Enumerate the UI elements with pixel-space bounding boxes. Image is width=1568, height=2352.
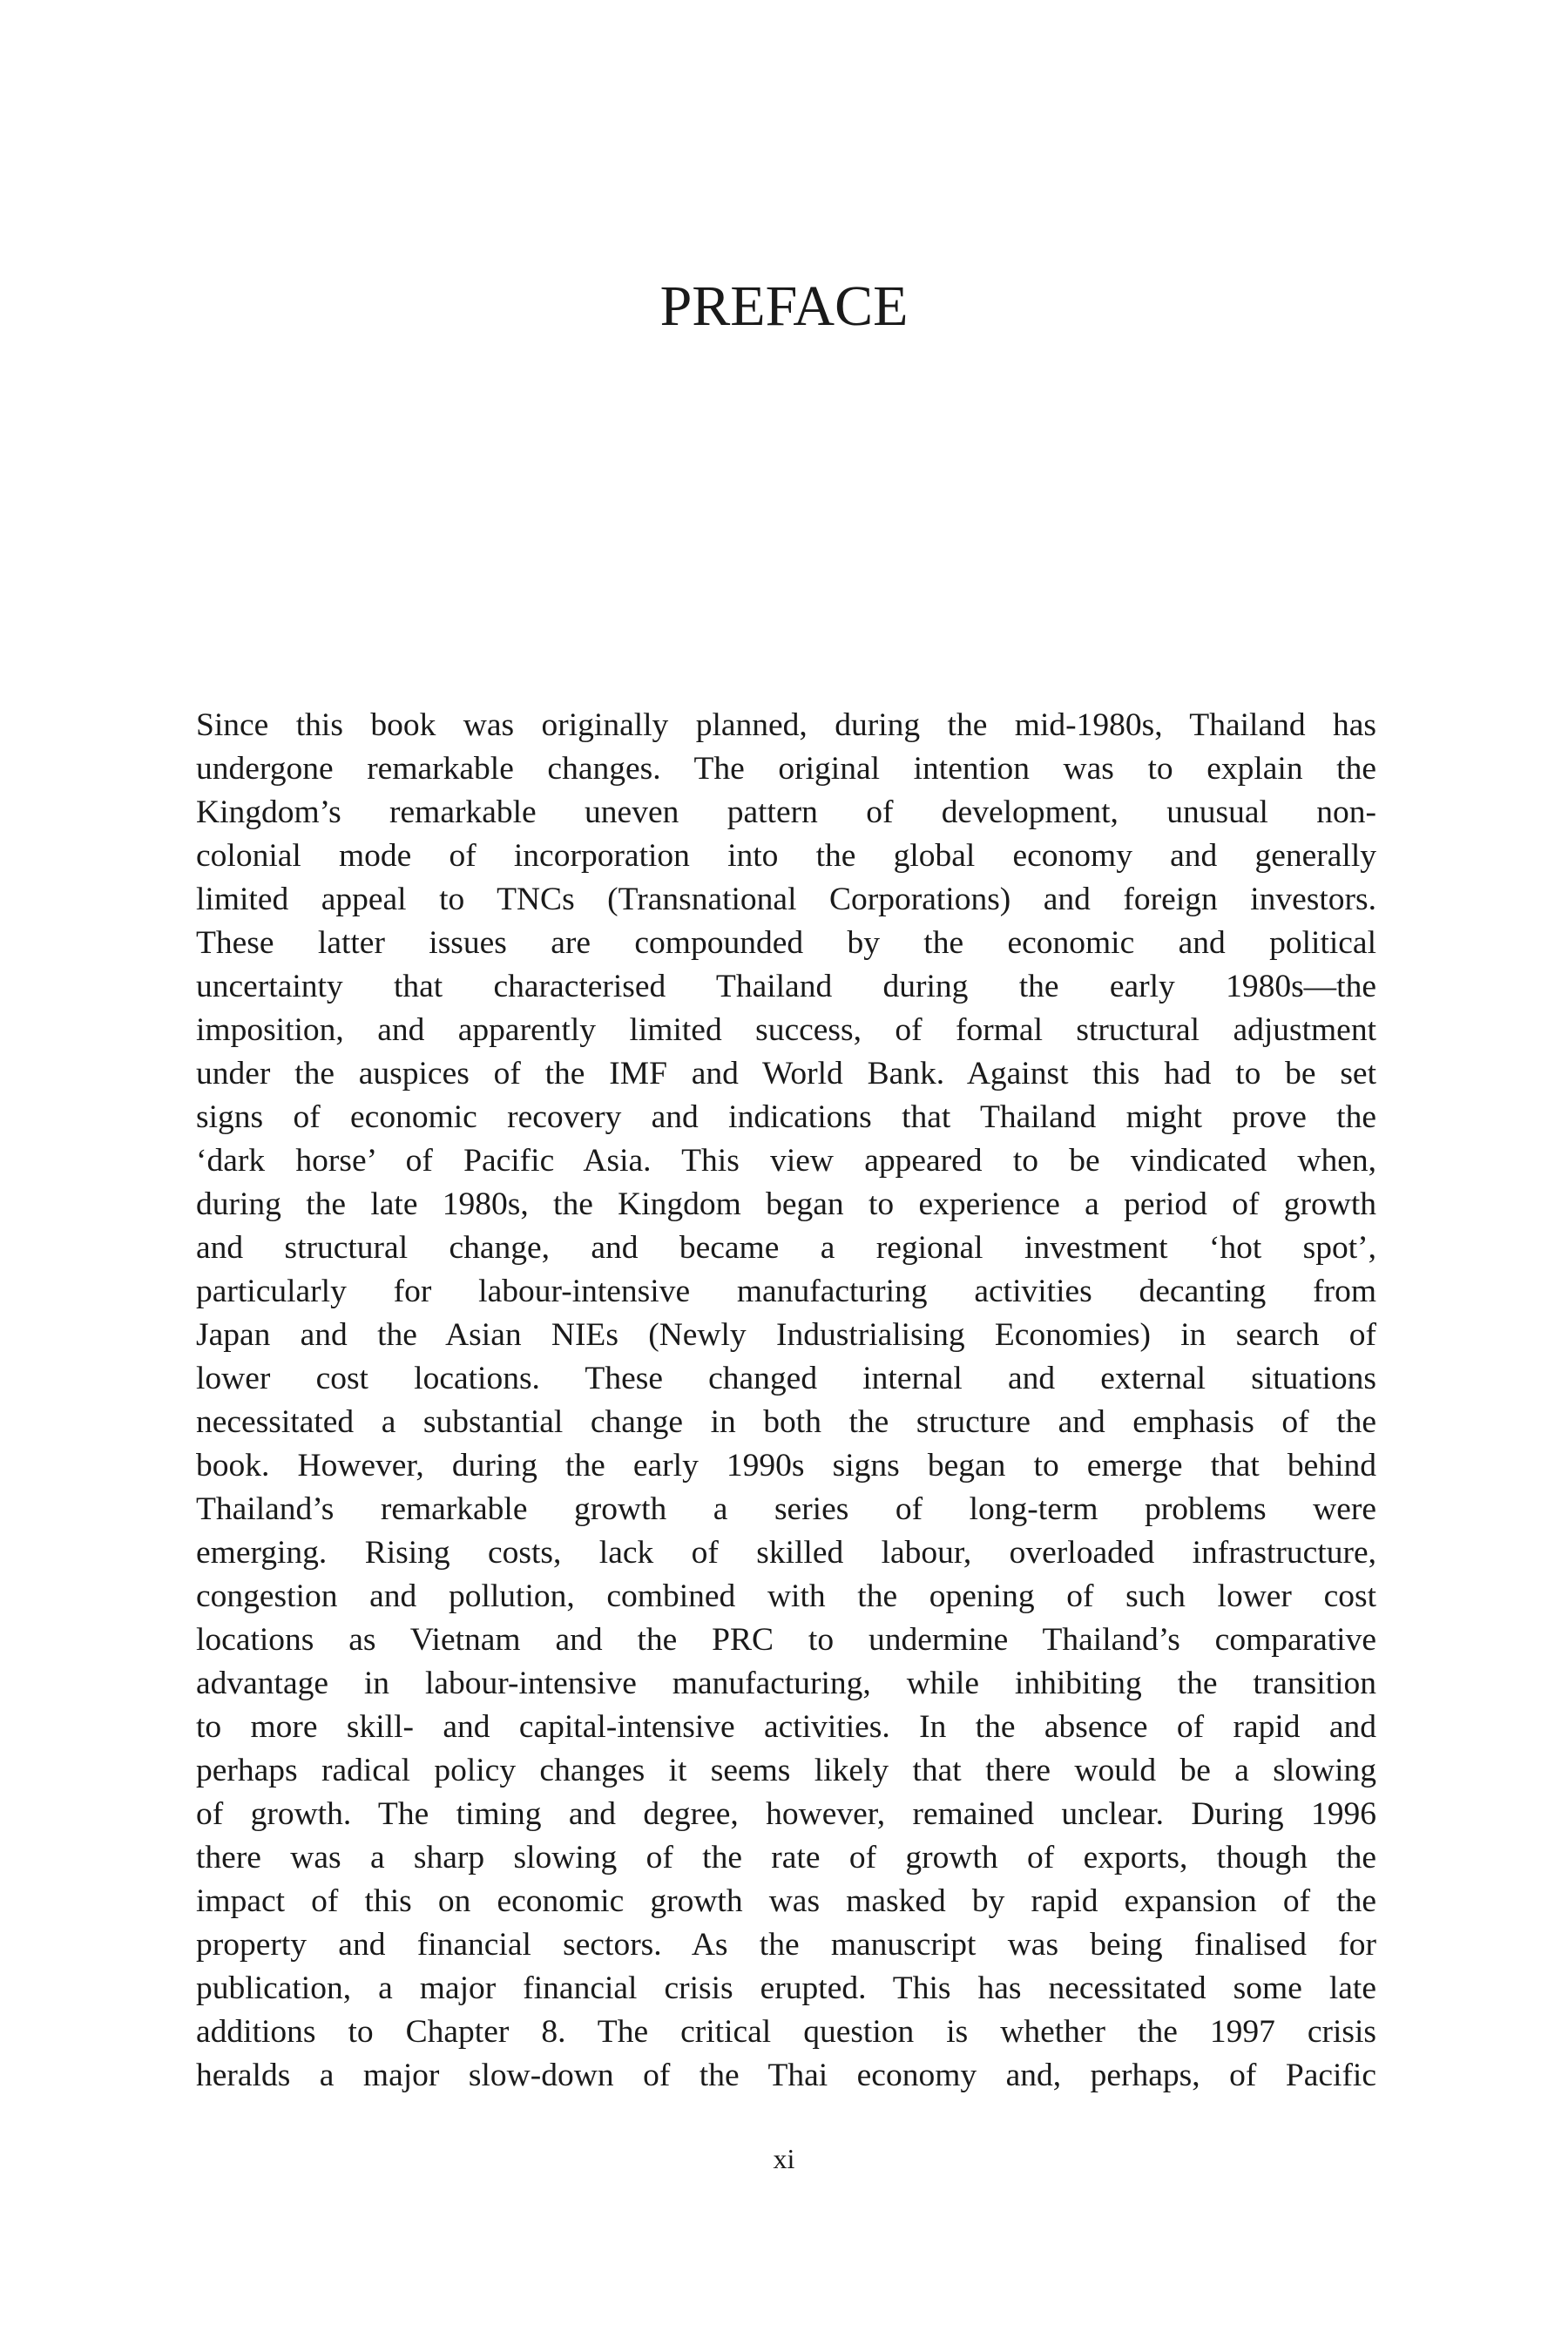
- text-line: Japan and the Asian NIEs (Newly Industrialising Economies) in search of: [196, 1317, 1376, 1353]
- text-line: impact of this on economic growth was masked by rapid expansion of the: [196, 1883, 1376, 1919]
- text-line: there was a sharp slowing of the rate of growth of exports, though the: [196, 1840, 1376, 1876]
- text-line: These latter issues are compounded by the economic and political: [196, 925, 1376, 961]
- text-line: emerging. Rising costs, lack of skilled labour, overloaded infrastructure,: [196, 1535, 1376, 1571]
- text-line: publication, a major financial crisis erupted. This has necessitated some late: [196, 1970, 1376, 2006]
- text-line: Kingdom’s remarkable uneven pattern of development, unusual non-: [196, 794, 1376, 830]
- page-number: xi: [773, 2143, 795, 2174]
- text-line: undergone remarkable changes. The original intention was to explain the: [196, 751, 1376, 787]
- text-line: lower cost locations. These changed internal and external situations: [196, 1361, 1376, 1396]
- text-line: book. However, during the early 1990s signs began to emerge that behind: [196, 1448, 1376, 1484]
- text-line: under the auspices of the IMF and World Bank. Against this had to be set: [196, 1056, 1376, 1092]
- page-title: PREFACE: [659, 274, 909, 338]
- text-line: Thailand’s remarkable growth a series of long-term problems were: [196, 1491, 1376, 1527]
- text-line: imposition, and apparently limited success, of formal structural adjustment: [196, 1012, 1376, 1048]
- text-line: locations as Vietnam and the PRC to undermine Thailand’s comparative: [196, 1622, 1376, 1658]
- text-line: colonial mode of incorporation into the global economy and generally: [196, 838, 1376, 874]
- text-line: congestion and pollution, combined with the opening of such lower cost: [196, 1578, 1376, 1614]
- text-line: uncertainty that characterised Thailand during the early 1980s—the: [196, 969, 1376, 1004]
- text-line: heralds a major slow-down of the Thai economy and, perhaps, of Pacific: [196, 2058, 1376, 2093]
- text-line: of growth. The timing and degree, however, remained unclear. During 1996: [196, 1796, 1376, 1832]
- preface-body: [196, 704, 1376, 2098]
- text-line: Since this book was originally planned, during the mid-1980s, Thailand has: [196, 707, 1376, 743]
- text-line: particularly for labour-intensive manufacturing activities decanting from: [196, 1274, 1376, 1309]
- text-line: limited appeal to TNCs (Transnational Corporations) and foreign investors.: [196, 882, 1376, 917]
- text-line: property and financial sectors. As the manuscript was being finalised for: [196, 1927, 1376, 1963]
- text-line: necessitated a substantial change in both the structure and emphasis of the: [196, 1404, 1376, 1440]
- text-line: during the late 1980s, the Kingdom began to experience a period of growth: [196, 1186, 1376, 1222]
- text-line: to more skill- and capital-intensive activities. In the absence of rapid and: [196, 1709, 1376, 1745]
- text-line: signs of economic recovery and indications that Thailand might prove the: [196, 1099, 1376, 1135]
- text-line: ‘dark horse’ of Pacific Asia. This view appeared to be vindicated when,: [196, 1143, 1376, 1179]
- text-line: and structural change, and became a regional investment ‘hot spot’,: [196, 1230, 1376, 1266]
- text-line: additions to Chapter 8. The critical question is whether the 1997 crisis: [196, 2014, 1376, 2050]
- text-line: advantage in labour-intensive manufacturing, while inhibiting the transition: [196, 1666, 1376, 1701]
- text-line: perhaps radical policy changes it seems likely that there would be a slowing: [196, 1753, 1376, 1788]
